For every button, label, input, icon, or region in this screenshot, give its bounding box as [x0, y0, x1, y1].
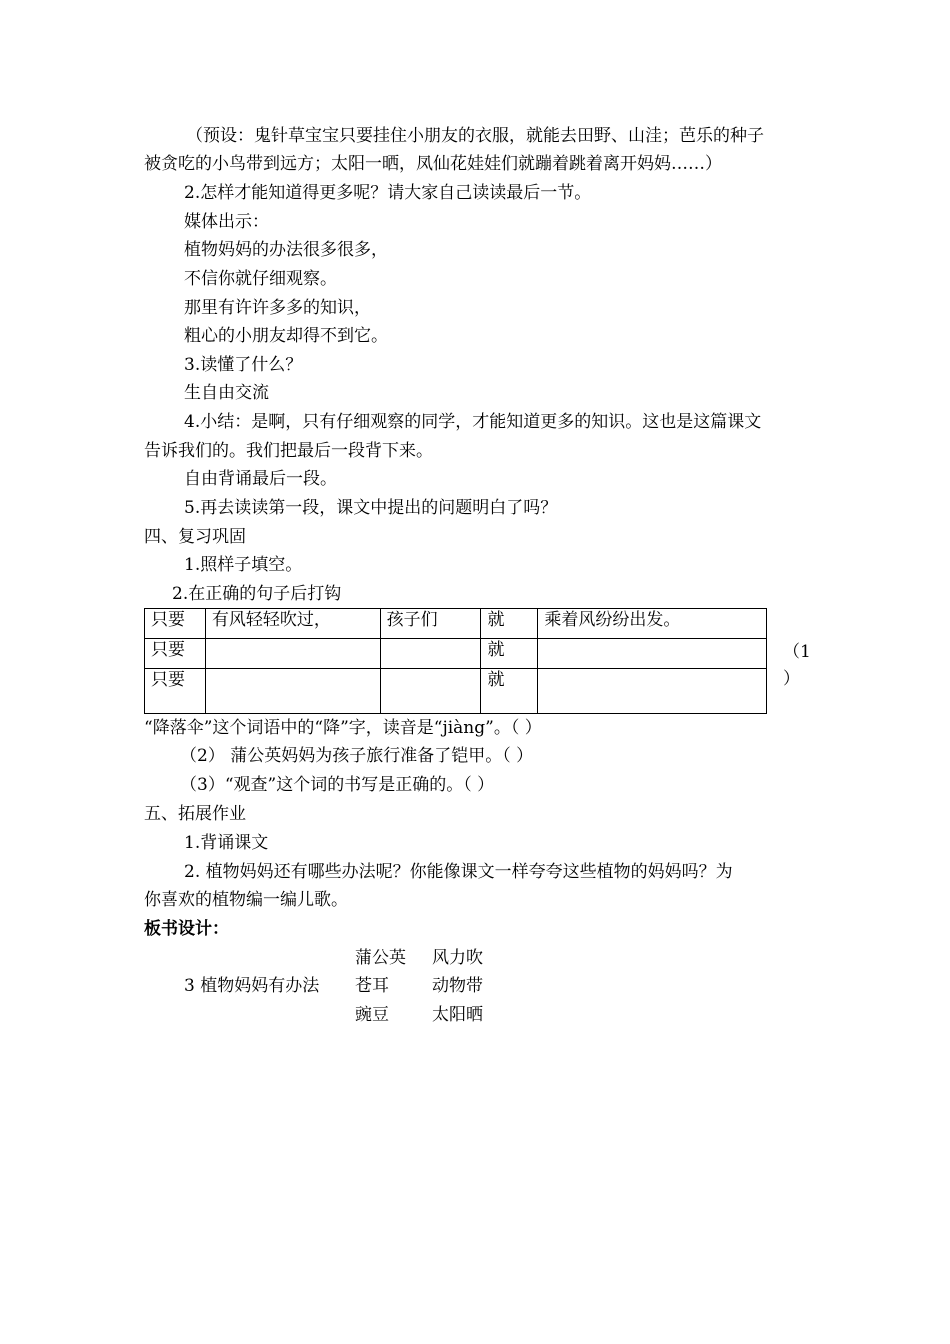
item-2: （2） 蒲公英妈妈为孩子旅行准备了铠甲。（ ）: [180, 746, 534, 766]
board-plant: 蒲公英: [355, 948, 406, 968]
table-cell: 乘着风纷纷出发。: [538, 609, 767, 639]
table-row: [145, 669, 767, 714]
board-method: 风力吹: [432, 948, 483, 968]
item-1-number-a: （1: [783, 642, 811, 662]
board-design-title: 板书设计：: [144, 919, 229, 939]
exchange-line: 生自由交流: [184, 383, 269, 403]
question-5: 5.再去读读第一段，课文中提出的问题明白了吗？: [184, 498, 558, 518]
board-lesson-title: 3 植物妈妈有办法: [184, 976, 320, 996]
table-cell: [380, 639, 481, 669]
preset-line-2: 被贪吃的小鸟带到远方；太阳一晒，凤仙花娃娃们就蹦着跳着离开妈妈……）: [144, 154, 722, 174]
homework-2-line-2: 你喜欢的植物编一编儿歌。: [144, 890, 348, 910]
item-3: （3）“观查”这个词的书写是正确的。（ ）: [180, 775, 495, 795]
board-method: 太阳晒: [432, 1005, 483, 1025]
recite-line: 自由背诵最后一段。: [184, 469, 337, 489]
table-cell: 就: [481, 669, 538, 714]
summary-line-2: 告诉我们的。我们把最后一段背下来。: [144, 441, 433, 461]
table-cell: [205, 669, 380, 714]
section-5-heading: 五、拓展作业: [144, 804, 246, 824]
section-4-heading: 四、复习巩固: [144, 527, 246, 547]
board-plant: 苍耳: [355, 976, 389, 996]
table-cell: [538, 669, 767, 714]
question-2: 2.怎样才能知道得更多呢？请大家自己读读最后一节。: [184, 183, 592, 203]
item-1: “降落伞”这个词语中的“降”字，读音是“jiàng”。（ ）: [144, 718, 542, 738]
table-cell: [205, 639, 380, 669]
table-cell: [538, 639, 767, 669]
fill-blank-instruction: 1.照样子填空。: [184, 555, 303, 575]
table-cell: 只要: [145, 639, 206, 669]
poem-line-3: 那里有许许多多的知识，: [184, 298, 371, 318]
table-row: [145, 639, 767, 669]
table-cell: [380, 669, 481, 714]
board-method: 动物带: [432, 976, 483, 996]
fill-blank-table: [144, 608, 767, 714]
media-label: 媒体出示：: [184, 212, 269, 232]
table-cell: 有风轻轻吹过，: [205, 609, 380, 639]
board-plant: 豌豆: [355, 1005, 389, 1025]
question-3: 3.读懂了什么？: [184, 355, 303, 375]
item-1-number-b: ）: [783, 669, 800, 689]
homework-2-line-1: 2. 植物妈妈还有哪些办法呢？你能像课文一样夸夸这些植物的妈妈吗？为: [184, 862, 733, 882]
table-cell: 只要: [145, 609, 206, 639]
tick-instruction: 2.在正确的句子后打钩: [172, 584, 342, 604]
poem-line-4: 粗心的小朋友却得不到它。: [184, 326, 388, 346]
table-cell: 只要: [145, 669, 206, 714]
preset-line-1: （预设：鬼针草宝宝只要挂住小朋友的衣服，就能去田野、山洼；芭乐的种子: [186, 126, 764, 146]
table-row: [145, 609, 767, 639]
poem-line-1: 植物妈妈的办法很多很多，: [184, 240, 388, 260]
homework-1: 1.背诵课文: [184, 833, 269, 853]
table-cell: 就: [481, 639, 538, 669]
table-cell: 孩子们: [380, 609, 481, 639]
summary-line-1: 4.小结：是啊，只有仔细观察的同学，才能知道更多的知识。这也是这篇课文: [184, 412, 762, 432]
poem-line-2: 不信你就仔细观察。: [184, 269, 337, 289]
table-cell: 就: [481, 609, 538, 639]
